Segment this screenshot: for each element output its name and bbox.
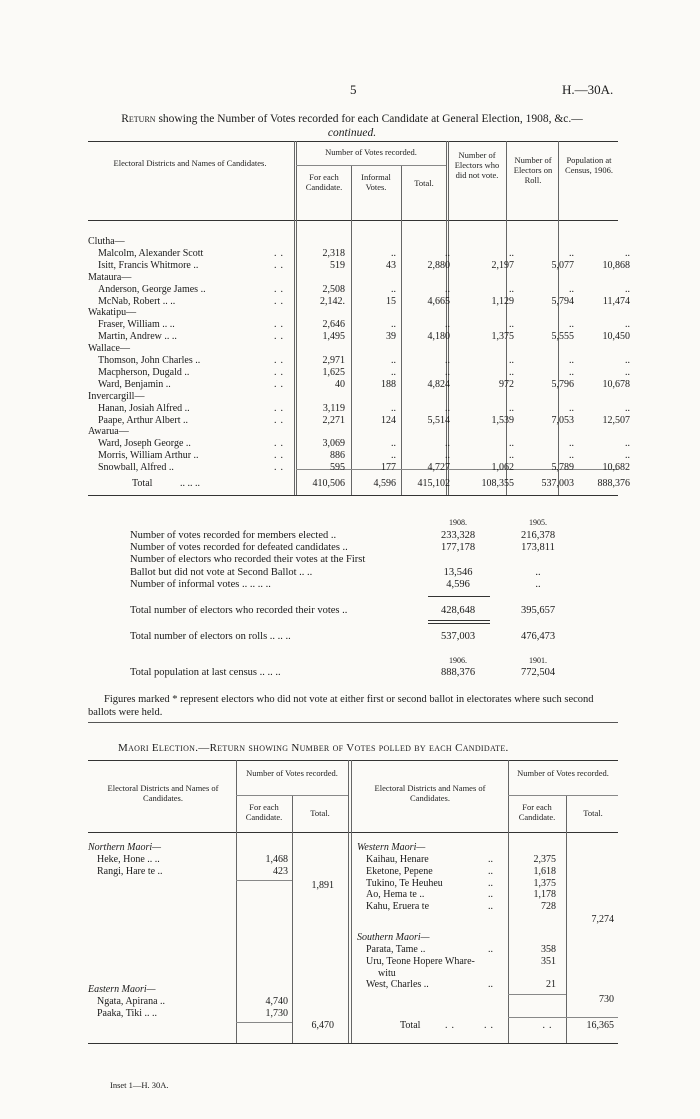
candidate-row — [88, 450, 630, 462]
informal-votes: 15 — [386, 295, 396, 307]
candidate-votes: 21 — [546, 979, 556, 991]
total-votes: .. — [445, 366, 450, 378]
candidate-row — [88, 259, 630, 272]
total-votes: 4,727 — [427, 462, 450, 474]
summary-value-1905: .. — [535, 578, 541, 590]
candidate-votes: 1,730 — [265, 1008, 288, 1019]
population: .. — [625, 319, 630, 331]
informal-votes: .. — [391, 283, 396, 295]
leader-dots: .. — [274, 247, 287, 259]
for-each-votes: 40 — [335, 378, 345, 390]
on-roll: .. — [569, 355, 574, 366]
for-each-votes: 3,069 — [322, 438, 345, 450]
leader-dots: .. — [274, 450, 287, 462]
candidate-name: Paape, Arthur Albert .. — [98, 414, 188, 426]
district-row — [88, 236, 618, 248]
candidate-name: witu — [378, 967, 396, 979]
candidate-row — [88, 247, 630, 260]
district-name: Mataura— — [88, 271, 132, 283]
total-votes: 5,514 — [427, 414, 450, 426]
candidate-row — [88, 402, 630, 415]
on-roll: 5,555 — [551, 331, 574, 343]
for-each-votes: 886 — [330, 450, 345, 462]
candidate-votes: 351 — [541, 955, 556, 967]
candidate-name: Kaihau, Henare — [366, 854, 429, 865]
leader-dots: .. — [274, 402, 287, 414]
leader-dots: .. — [274, 414, 287, 426]
header-votes-group: Number of Votes recorded. — [325, 147, 417, 157]
candidate-row — [88, 331, 630, 343]
candidate-name: Malcolm, Alexander Scott — [98, 247, 204, 259]
for-each-votes: 2,971 — [322, 355, 345, 366]
southern-total: 730 — [599, 994, 614, 1005]
header-for-each: For each Candidate. — [305, 172, 343, 192]
total-votes: 4,665 — [427, 295, 450, 307]
title-continued: continued. — [327, 127, 377, 139]
candidate-name: McNab, Robert .. .. — [98, 295, 176, 307]
population: 12,507 — [602, 414, 630, 426]
candidate-row — [88, 378, 630, 391]
district-name: Awarua— — [88, 426, 129, 438]
population: 10,678 — [602, 378, 630, 390]
census-year-b: 1901. — [529, 656, 547, 665]
not-voted: 1,539 — [491, 414, 514, 426]
candidate-name: Hanan, Josiah Alfred .. — [98, 402, 190, 414]
maori-left-header-for-each: For each Candidate. — [245, 802, 283, 822]
leader-dots: .. — [274, 283, 287, 295]
total-on-roll: 537,003 — [541, 478, 574, 489]
candidate-votes: 1,375 — [533, 877, 556, 889]
informal-votes: 177 — [381, 462, 396, 474]
informal-votes: .. — [391, 247, 396, 259]
for-each-votes: 2,142. — [320, 295, 345, 307]
not-voted: 1,375 — [491, 331, 514, 343]
informal-votes: 188 — [381, 378, 396, 390]
total-for-each: 410,506 — [312, 478, 345, 489]
summary-year-a: 1908. — [449, 518, 467, 527]
total-votes: .. — [445, 355, 450, 366]
total-label: Total — [132, 478, 153, 489]
header-population: Population at Census, 1906. — [565, 155, 613, 175]
leader-dots: .. — [488, 865, 493, 877]
total-rolls-1905: 476,473 — [520, 631, 556, 642]
leader-dots: .. — [274, 462, 287, 474]
total-recorded-label: Total number of electors who recorded their votes .. — [130, 605, 348, 616]
population: .. — [625, 283, 630, 295]
population: .. — [625, 450, 630, 462]
maori-right-header-districts: Electoral Districts and Names of Candidates. — [374, 783, 486, 803]
leader-dots: .. — [274, 295, 287, 307]
summary-value-1908: 13,546 — [443, 566, 473, 578]
on-roll: .. — [569, 450, 574, 462]
population-1901: 772,504 — [520, 667, 556, 678]
summary-value-1905: 173,811 — [521, 542, 555, 554]
summary-label: Number of votes recorded for defeated candidates .. — [130, 542, 348, 554]
maori-right-header-total: Total. — [583, 808, 603, 818]
not-voted: .. — [509, 283, 514, 295]
informal-votes: 124 — [381, 414, 396, 426]
leader-dots: .. — [274, 366, 287, 378]
leader-dots: .. — [488, 854, 493, 865]
candidate-name: Snowball, Alfred .. — [98, 462, 174, 474]
total-recorded-1905: 395,657 — [520, 605, 556, 616]
leader-dots: .. — [274, 378, 287, 390]
summary-value-1908: 4,596 — [446, 578, 470, 590]
candidate-name: Rangi, Hare te .. — [97, 866, 163, 877]
summary-value-1905: 216,378 — [520, 530, 556, 541]
title-rest: showing the Number of Votes recorded for each Candidate at General Election, 1908, &c.— — [155, 113, 583, 125]
candidate-row — [88, 366, 630, 379]
northern-total: 1,891 — [311, 880, 334, 891]
header-informal: Informal Votes. — [361, 172, 391, 192]
maori-grand-total: 16,365 — [586, 1020, 614, 1031]
population-label: Total population at last census .. .. .. — [130, 667, 281, 678]
maori-left-header-districts: Electoral Districts and Names of Candidates. — [107, 783, 219, 803]
candidate-name: Ward, Benjamin .. — [98, 378, 171, 390]
total-votes: .. — [445, 438, 450, 450]
not-voted: 1,129 — [491, 295, 514, 307]
district-row — [88, 272, 618, 284]
leader-dots: .. — [274, 259, 287, 271]
population: 10,868 — [602, 259, 630, 271]
district-name: Invercargill— — [88, 390, 145, 402]
total-votes: .. — [445, 402, 450, 414]
candidate-row — [88, 414, 630, 427]
district-name: Wallace— — [88, 343, 130, 355]
candidate-name: Parata, Tame .. — [366, 944, 426, 955]
population: .. — [625, 366, 630, 378]
candidate-votes: 2,375 — [533, 854, 556, 865]
not-voted: .. — [509, 438, 514, 450]
population: 10,450 — [602, 331, 630, 343]
candidate-row — [88, 295, 630, 308]
informal-votes: .. — [391, 402, 396, 414]
on-roll: .. — [569, 247, 574, 259]
total-votes: .. — [445, 450, 450, 462]
on-roll: .. — [569, 283, 574, 295]
population: .. — [625, 355, 630, 366]
candidate-votes: 1,618 — [533, 865, 556, 877]
informal-votes: 39 — [386, 331, 396, 343]
candidate-row — [88, 462, 630, 474]
for-each-votes: 2,508 — [322, 283, 345, 295]
on-roll: 5,794 — [551, 295, 574, 307]
summary-value-1908: 233,328 — [440, 530, 476, 541]
informal-votes: .. — [391, 319, 396, 331]
for-each-votes: 1,625 — [322, 366, 345, 378]
header-on-roll: Number of Electors on Roll. — [513, 155, 553, 185]
leader-dots: .. — [488, 877, 493, 889]
for-each-votes: 3,119 — [322, 402, 345, 414]
candidate-votes: 728 — [541, 901, 556, 913]
candidate-name: Thomson, John Charles .. — [98, 355, 201, 366]
on-roll: .. — [569, 438, 574, 450]
not-voted: 1,062 — [491, 462, 514, 474]
population: 10,682 — [602, 462, 630, 474]
candidate-name: Fraser, William .. .. — [98, 319, 175, 331]
leader-dots: .. — [488, 979, 493, 991]
population-1906: 888,376 — [440, 667, 476, 678]
return-title — [92, 112, 612, 140]
candidate-name: West, Charles .. — [366, 979, 429, 991]
candidate-row — [88, 355, 630, 367]
maori-left-header-total: Total. — [310, 808, 330, 818]
candidate-name: Ngata, Apirana .. — [97, 996, 166, 1007]
total-row — [88, 478, 630, 490]
for-each-votes: 595 — [330, 462, 345, 474]
summary-value-1905: .. — [535, 566, 541, 578]
header-districts: Electoral Districts and Names of Candidates. — [113, 158, 267, 168]
district-northern-maori: Northern Maori— — [88, 842, 162, 853]
informal-votes: .. — [391, 438, 396, 450]
total-votes: 4,180 — [427, 331, 450, 343]
candidate-row — [88, 438, 630, 450]
total-not-vote: 108,355 — [481, 478, 514, 489]
summary-label: Number of informal votes .. .. .. .. — [130, 578, 271, 590]
informal-votes: .. — [391, 355, 396, 366]
summary-value-1908: 177,178 — [440, 542, 476, 554]
eastern-total: 6,470 — [311, 1020, 334, 1031]
population: .. — [625, 438, 630, 450]
leader-dots: .. — [488, 901, 493, 913]
for-each-votes: 2,318 — [322, 247, 345, 259]
total-votes: .. — [445, 283, 450, 295]
population: 11,474 — [602, 295, 630, 307]
district-eastern-maori: Eastern Maori— — [88, 984, 156, 995]
candidate-name: Morris, William Arthur .. — [98, 450, 199, 462]
leader-dots: .. — [274, 331, 287, 343]
summary-year-b: 1905. — [529, 518, 547, 527]
informal-votes: 43 — [386, 259, 396, 271]
not-voted: .. — [509, 319, 514, 331]
on-roll: .. — [569, 402, 574, 414]
total-votes: 4,824 — [427, 378, 450, 390]
on-roll: .. — [569, 366, 574, 378]
on-roll: 7,053 — [551, 414, 574, 426]
footnote: Figures marked * represent electors who did not vote at either first or second ballot in electorates where such second ballots were held. — [88, 694, 594, 718]
district-row — [88, 343, 618, 355]
population: .. — [625, 247, 630, 259]
on-roll: 5,789 — [551, 462, 574, 474]
not-voted: .. — [509, 247, 514, 259]
maori-title: Maori Election.—Return showing Number of Votes polled by each Candidate. — [118, 742, 509, 754]
population: .. — [625, 402, 630, 414]
candidate-name: Paaka, Tiki .. .. — [97, 1008, 158, 1019]
candidate-votes: 1,468 — [265, 854, 288, 865]
district-row — [88, 426, 618, 438]
district-row — [88, 391, 618, 403]
candidate-name: Macpherson, Dugald .. — [98, 366, 190, 378]
candidate-votes: 1,178 — [533, 889, 556, 901]
not-voted: .. — [509, 366, 514, 378]
total-informal: 4,596 — [373, 478, 396, 489]
leader-dots: .. — [274, 355, 287, 366]
candidate-name: Ao, Hema te .. — [366, 889, 425, 901]
total-recorded-1908: 428,648 — [440, 605, 476, 616]
page-number: 5 — [350, 82, 357, 97]
western-total: 7,274 — [591, 914, 614, 925]
summary-label: Number of electors who recorded their votes at the First — [130, 554, 366, 566]
title-lead: Return — [121, 113, 156, 125]
maori-left-header-votes: Number of Votes recorded. — [246, 768, 338, 778]
not-voted: .. — [509, 402, 514, 414]
total-rolls-1908: 537,003 — [440, 631, 476, 642]
for-each-votes: 2,271 — [322, 414, 345, 426]
candidate-name: Tukino, Te Heuheu — [366, 877, 443, 889]
not-voted: .. — [509, 355, 514, 366]
district-southern-maori: Southern Maori— — [357, 932, 430, 943]
candidate-name: Anderson, George James .. — [98, 283, 206, 295]
district-name: Wakatipu— — [88, 307, 137, 319]
total-rolls-label: Total number of electors on rolls .. .. .. — [130, 631, 291, 642]
leader-dots: .. — [274, 438, 287, 450]
candidate-name: Heke, Hone .. .. — [97, 854, 160, 865]
candidate-votes: 423 — [273, 866, 288, 877]
on-roll: .. — [569, 319, 574, 331]
district-western-maori: Western Maori— — [357, 842, 426, 853]
leader-dots: .. — [488, 944, 493, 955]
for-each-votes: 1,495 — [322, 331, 345, 343]
not-voted: 2,197 — [491, 259, 514, 271]
summary-label: Number of votes recorded for members elected .. — [130, 530, 337, 541]
candidate-name: Kahu, Eruera te — [366, 901, 430, 913]
candidate-row — [88, 283, 630, 296]
header-not-vote: Number of Electors who did not vote. — [454, 150, 500, 180]
candidate-votes: 4,740 — [265, 996, 288, 1007]
total-votes: 2,880 — [427, 259, 450, 271]
total-population: 888,376 — [597, 478, 630, 489]
total-total: 415,102 — [417, 478, 450, 489]
summary-label: Ballot but did not vote at Second Ballot .. .. — [130, 566, 313, 578]
candidate-name: Isitt, Francis Whitmore .. — [98, 259, 199, 271]
district-row — [88, 307, 618, 319]
leader-dots: .. — [274, 319, 287, 331]
maori-right-header-votes: Number of Votes recorded. — [517, 768, 609, 778]
total-votes: .. — [445, 247, 450, 259]
leader-dots: .. — [488, 889, 493, 901]
maori-right-header-for-each: For each Candidate. — [518, 802, 556, 822]
candidate-votes: 358 — [541, 944, 556, 955]
candidate-name: Uru, Teone Hopere Whare- — [366, 955, 475, 967]
census-year-a: 1906. — [449, 656, 467, 665]
candidate-row — [88, 319, 630, 331]
informal-votes: .. — [391, 450, 396, 462]
total-votes: .. — [445, 319, 450, 331]
district-name: Clutha— — [88, 236, 125, 247]
not-voted: 972 — [499, 378, 514, 390]
candidate-name: Eketone, Pepene — [366, 865, 433, 877]
for-each-votes: 2,646 — [322, 319, 345, 331]
document-code: H.—30A. — [562, 82, 614, 97]
on-roll: 5,077 — [551, 259, 574, 271]
footer-inset: Inset 1—H. 30A. — [110, 1080, 169, 1090]
maori-grand-total-label: Total — [400, 1020, 421, 1031]
for-each-votes: 519 — [330, 259, 345, 271]
not-voted: .. — [509, 450, 514, 462]
candidate-name: Ward, Joseph George .. — [98, 438, 191, 450]
candidate-name: Martin, Andrew .. .. — [98, 331, 177, 343]
header-total: Total. — [414, 178, 434, 188]
maori-grand-total-dots: .. .. .. — [445, 1020, 556, 1031]
on-roll: 5,796 — [551, 378, 574, 390]
total-dots: .. .. .. — [180, 478, 200, 489]
informal-votes: .. — [391, 366, 396, 378]
